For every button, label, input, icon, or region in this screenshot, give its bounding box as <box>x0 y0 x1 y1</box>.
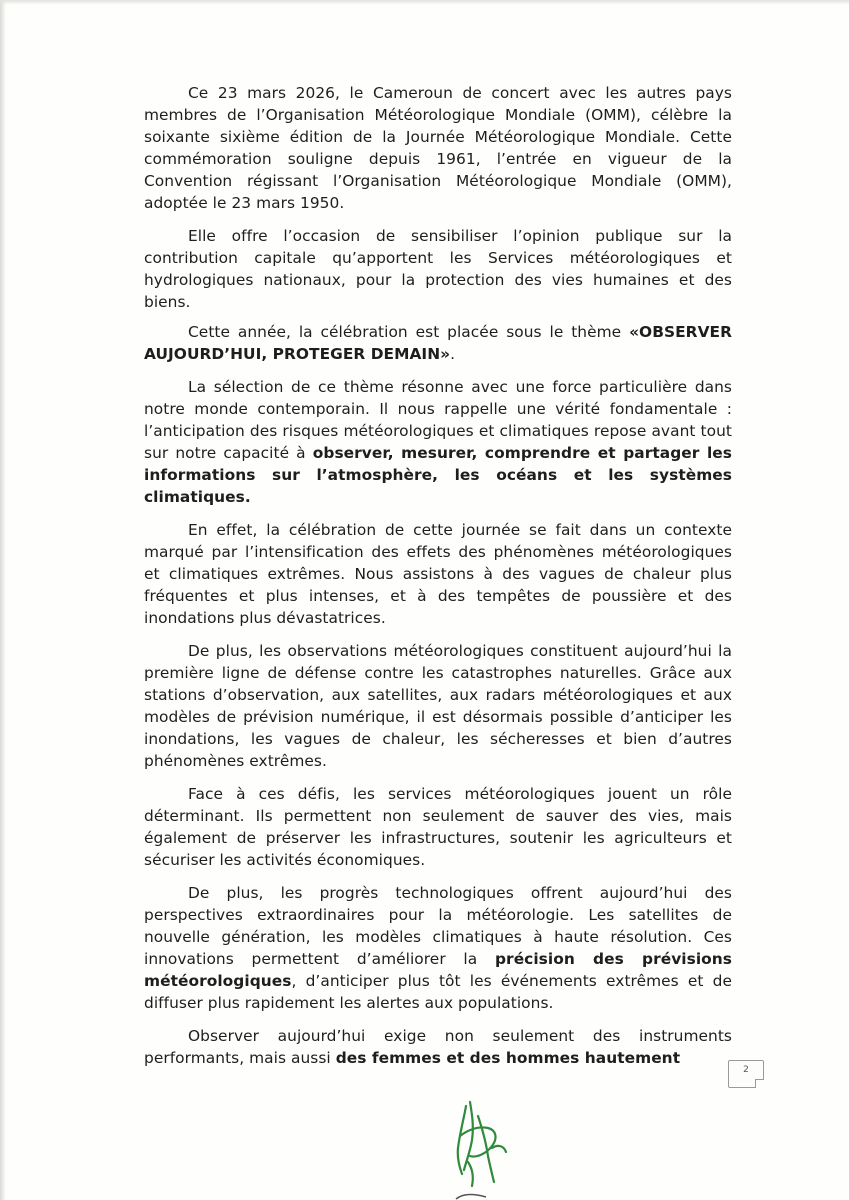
bold-text: des femmes et des hommes hautement <box>335 1049 681 1067</box>
bold-text: précision des prévisions météorologiques <box>144 950 732 990</box>
paragraph-text: Observer aujourd’hui exige non seulement des instruments performants, mais aussi <box>144 1027 732 1067</box>
paragraph-3 <box>144 321 732 365</box>
paragraph-text: En effet, la célébration de cette journée se fait dans un contexte marqué par l’intensification des effets des phénomènes météorologiques et climatiques extrêmes. Nous assistons à des vagues de chaleur plus fréquentes et plus intenses, et à des tempêtes de poussière et des inondations plus dévastatrices. <box>144 521 732 627</box>
paragraph-text: De plus, les progrès technologiques offrent aujourd’hui des perspectives extraordinaires pour la météorologie. Les satellites de nouvelle génération, les modèles climatiques à haute résolution. Ces innovations permettent d’améliorer la <box>144 884 732 968</box>
scan-shadow-left <box>0 0 6 1200</box>
paragraph-9 <box>144 1025 732 1069</box>
paragraph-1 <box>144 82 732 214</box>
paragraph-4 <box>144 376 732 508</box>
paragraph-6 <box>144 640 732 772</box>
paragraph-text: Elle offre l’occasion de sensibiliser l’opinion publique sur la contribution capitale qu’apportent les Services météorologiques et hydrologiques nationaux, pour la protection des vies humaines et des biens. <box>144 227 732 311</box>
paragraph-text: , d’anticiper plus tôt les événements extrêmes et de diffuser plus rapidement les alertes aux populations. <box>144 972 732 1012</box>
page-number: 2 <box>743 1065 749 1075</box>
paragraph-text: Ce 23 mars 2026, le Cameroun de concert avec les autres pays membres de l’Organisation Météorologique Mondiale (OMM), célèbre la soixante sixième édition de la Journée Météorologique Mondiale. Cette commémoration souligne depuis 1961, l’entrée en vigueur de la Convention régissant l’Organisation Météorologique Mondiale (OMM), adoptée le 23 mars 1950. <box>144 84 732 212</box>
handwritten-signature <box>448 1096 512 1192</box>
paragraph-8 <box>144 882 732 1014</box>
page-number-box <box>728 1060 764 1088</box>
paragraph-text: Face à ces défis, les services météorologiques jouent un rôle déterminant. Ils permettent non seulement de sauver des vies, mais également de préserver les infrastructures, soutenir les agriculteurs et sécuriser les activités économiques. <box>144 785 732 869</box>
paragraph-text: De plus, les observations météorologiques constituent aujourd’hui la première ligne de défense contre les catastrophes naturelles. Grâce aux stations d’observation, aux satellites, aux radars météorologiques et aux modèles de prévision numérique, il est désormais possible d’anticiper les inondations, les vagues de chaleur, les sécheresses et bien d’autres phénomènes extrêmes. <box>144 642 732 770</box>
paragraph-7 <box>144 783 732 871</box>
paragraph-5 <box>144 519 732 629</box>
paragraph-2 <box>144 225 732 313</box>
document-body <box>144 82 732 1080</box>
bold-text: «OBSERVER AUJOURD’HUI, PROTEGER DEMAIN» <box>144 323 732 363</box>
paragraph-text: . <box>450 345 456 363</box>
bold-text: observer, mesurer, comprendre et partager les informations sur l’atmosphère, les océans et les systèmes climatiques. <box>144 444 732 506</box>
paragraph-text: La sélection de ce thème résonne avec une force particulière dans notre monde contemporain. Il nous rappelle une vérité fondamentale : l’anticipation des risques météorologiques et climatiques repose avant tout sur notre capacité à <box>144 378 732 462</box>
paragraph-text: Cette année, la célébration est placée sous le thème <box>188 323 630 341</box>
footer-ink-mark <box>452 1192 492 1200</box>
scan-shadow-top <box>0 0 849 5</box>
